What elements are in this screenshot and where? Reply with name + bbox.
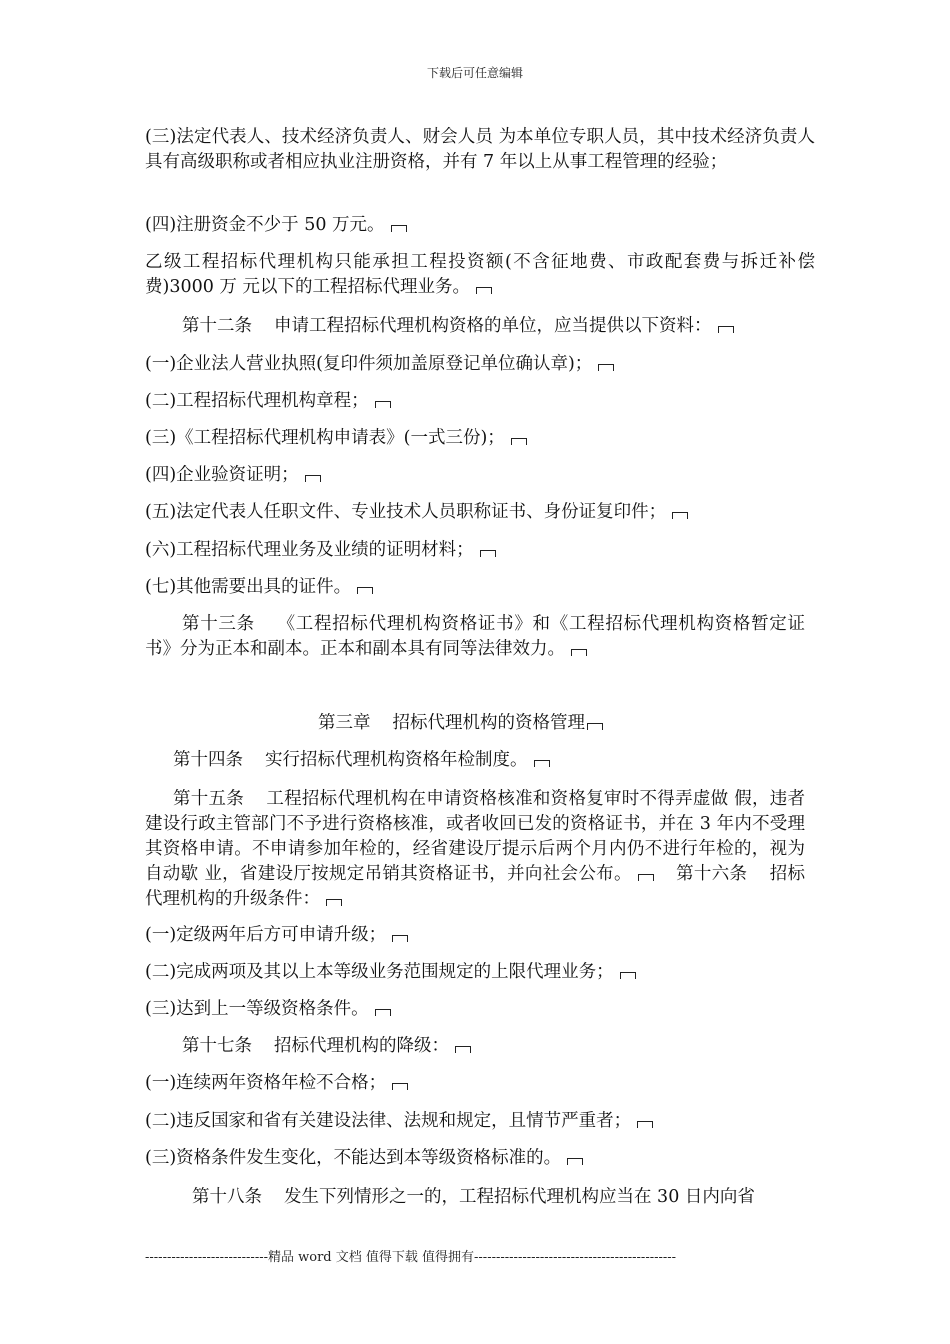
list-item: [145, 352, 815, 377]
article-number: 第十四条: [173, 750, 243, 770]
chapter-title: 招标代理机构的资格管理: [392, 713, 585, 733]
article-18: [192, 1185, 812, 1210]
paragraph-mark-icon: [511, 438, 527, 445]
list-item-text: (六)工程招标代理业务及业绩的证明材料；: [145, 540, 474, 560]
paragraph-mark-icon: [392, 1083, 408, 1090]
paragraph-mark-icon: [620, 972, 636, 979]
paragraph-mark-icon: [598, 364, 614, 371]
paragraph-mark-icon: [638, 874, 654, 881]
article-number: 第十八条: [192, 1187, 262, 1207]
paragraph-mark-icon: [455, 1046, 471, 1053]
article-number: 第十三条: [182, 614, 255, 634]
paragraph-text: 乙级工程招标代理机构只能承担工程投资额(不含征地费、市政配套费与拆迁补偿费)3000 万 元以下的工程招标代理业务。: [145, 252, 815, 297]
paragraph-mark-icon: [357, 587, 373, 594]
article-13: [145, 612, 805, 662]
list-item: [145, 1071, 815, 1096]
paragraph-capital: [145, 213, 815, 238]
list-item: [145, 500, 815, 525]
article-number: 第十二条: [182, 316, 252, 336]
paragraph-mark-icon: [571, 649, 587, 656]
list-item: [145, 426, 815, 451]
article-text: 工程招标代理机构在申请资格核准和资格复审时不得弄虚做 假，违者建设行政主管部门不予进行资格核准，或者收回已发的资格证书，并在 3 年内不受理 其资格申请。不申请参加年检的，经省建设厅提示后两个月内仍不进行年检的，视为自动歇 业，省建设厅按规定吊销其资格证书，并向社会公布。: [145, 789, 806, 884]
article-number: 第十六条: [675, 864, 748, 884]
paragraph-mark-icon: [305, 475, 321, 482]
page-footer: ----------------------------精品 word 文档 值得下载 值得拥有----------------------------------------------: [145, 1250, 677, 1265]
list-item-text: (五)法定代表人任职文件、专业技术人员职称证书、身份证复印件；: [145, 502, 667, 522]
article-14: [173, 748, 803, 773]
list-item-text: (七)其他需要出具的证件。: [145, 577, 352, 597]
list-item: [145, 1146, 815, 1171]
paragraph-mark-icon: [476, 287, 492, 294]
list-item: [145, 538, 815, 563]
paragraph-text: (三)法定代表人、技术经济负责人、财会人员 为本单位专职人员，其中技术经济负责人具有高级职称或者相应执业注册资格，并有 7 年以上从事工程管理的经验；: [145, 127, 815, 172]
list-item-text: (三)达到上一等级资格条件。: [145, 999, 369, 1019]
page-header: 下载后可任意编辑: [426, 66, 523, 80]
paragraph-mark-icon: [375, 401, 391, 408]
article-text: 招标代理机构的升级条件：: [145, 864, 805, 909]
article-text: 《工程招标代理机构资格证书》和《工程招标代理机构资格暂定证书》分为正本和副本。正本和副本具有同等法律效力。: [145, 614, 806, 659]
paragraph-mark-icon: [326, 899, 342, 906]
list-item: [145, 997, 815, 1022]
paragraph-mark-icon: [587, 723, 603, 730]
list-item-text: (二)工程招标代理机构章程；: [145, 391, 369, 411]
paragraph-mark-icon: [392, 935, 408, 942]
paragraph-mark-icon: [391, 225, 407, 232]
article-number: 第十五条: [173, 789, 245, 809]
list-item-text: (一)定级两年后方可申请升级；: [145, 925, 387, 945]
list-item: [145, 960, 815, 985]
paragraph-text: (四)注册资金不少于 50 万元。: [145, 215, 385, 235]
list-item-text: (一)企业法人营业执照(复印件须加盖原登记单位确认章)；: [145, 354, 593, 374]
chapter-number: 第三章: [318, 713, 371, 733]
paragraph-legal-rep: [145, 125, 815, 175]
list-item-text: (三)《工程招标代理机构申请表》(一式三份)；: [145, 428, 505, 448]
article-15: [145, 787, 805, 912]
list-item-text: (一)连续两年资格年检不合格；: [145, 1073, 387, 1093]
list-item: [145, 463, 815, 488]
list-item: [145, 389, 815, 414]
article-text: 实行招标代理机构资格年检制度。: [265, 750, 528, 770]
paragraph-grade-b: [145, 250, 815, 300]
list-item: [145, 1109, 815, 1134]
article-text: 发生下列情形之一的，工程招标代理机构应当在 30 日内向省: [284, 1187, 755, 1207]
article-text: 招标代理机构的降级：: [274, 1036, 449, 1056]
paragraph-mark-icon: [672, 512, 688, 519]
list-item: [145, 575, 815, 600]
list-item-text: (二)违反国家和省有关建设法律、法规和规定，且情节严重者；: [145, 1111, 632, 1131]
chapter-heading: [318, 711, 718, 736]
list-item-text: (四)企业验资证明；: [145, 465, 299, 485]
paragraph-mark-icon: [567, 1158, 583, 1165]
paragraph-mark-icon: [718, 326, 734, 333]
article-text: 申请工程招标代理机构资格的单位，应当提供以下资料：: [274, 316, 712, 336]
article-17: [182, 1034, 812, 1059]
paragraph-mark-icon: [375, 1009, 391, 1016]
paragraph-mark-icon: [534, 760, 550, 767]
list-item-text: (二)完成两项及其以上本等级业务范围规定的上限代理业务；: [145, 962, 614, 982]
list-item: [145, 923, 815, 948]
paragraph-mark-icon: [480, 550, 496, 557]
article-number: 第十七条: [182, 1036, 252, 1056]
article-12: [182, 314, 812, 339]
list-item-text: (三)资格条件发生变化，不能达到本等级资格标准的。: [145, 1148, 562, 1168]
paragraph-mark-icon: [637, 1121, 653, 1128]
